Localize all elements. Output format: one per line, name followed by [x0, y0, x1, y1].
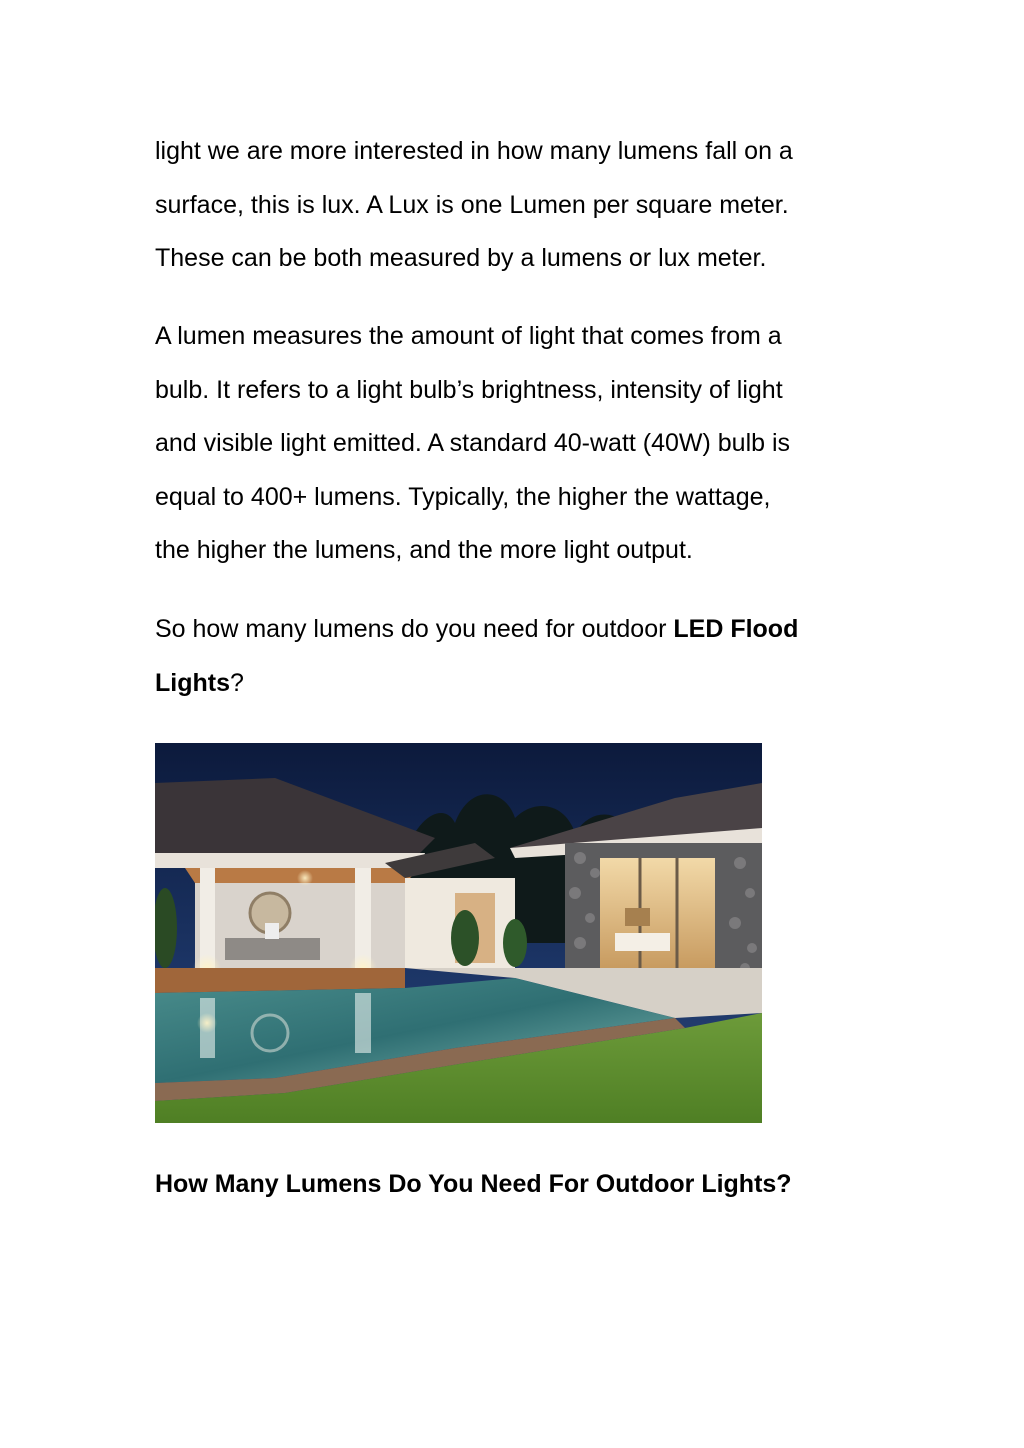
text-line: light we are more interested in how many lumens fall on a	[155, 137, 793, 165]
villa-pool-night-photo	[155, 743, 762, 1123]
text-line: equal to 400+ lumens. Typically, the higher the wattage,	[155, 482, 771, 511]
text-line: A lumen measures the amount of light that comes from a	[155, 322, 782, 350]
text-line: These can be both measured by a lumens or lux meter.	[155, 244, 767, 272]
text-line: and visible light emitted. A standard 40-watt (40W) bulb is	[155, 429, 791, 457]
section-heading: How Many Lumens Do You Need For Outdoor Lights?	[155, 1170, 792, 1198]
question-suffix: ?	[230, 668, 244, 697]
text-line: bulb. It refers to a light bulb’s brightness, intensity of light	[155, 375, 783, 404]
text-line	[155, 603, 875, 657]
led-flood-link-text: LED Flood	[673, 615, 799, 643]
text-line: surface, this is lux. A Lux is one Lumen per square meter.	[155, 190, 789, 219]
paragraph-question	[155, 603, 875, 710]
paragraph-lux	[155, 125, 875, 286]
paragraph-lumen	[155, 310, 875, 578]
text-line: the higher the lumens, and the more light output.	[155, 536, 693, 564]
question-prefix: So how many lumens do you need for outdoor	[155, 615, 674, 643]
text-line	[155, 657, 875, 711]
lights-bold-text: Lights	[155, 668, 230, 697]
